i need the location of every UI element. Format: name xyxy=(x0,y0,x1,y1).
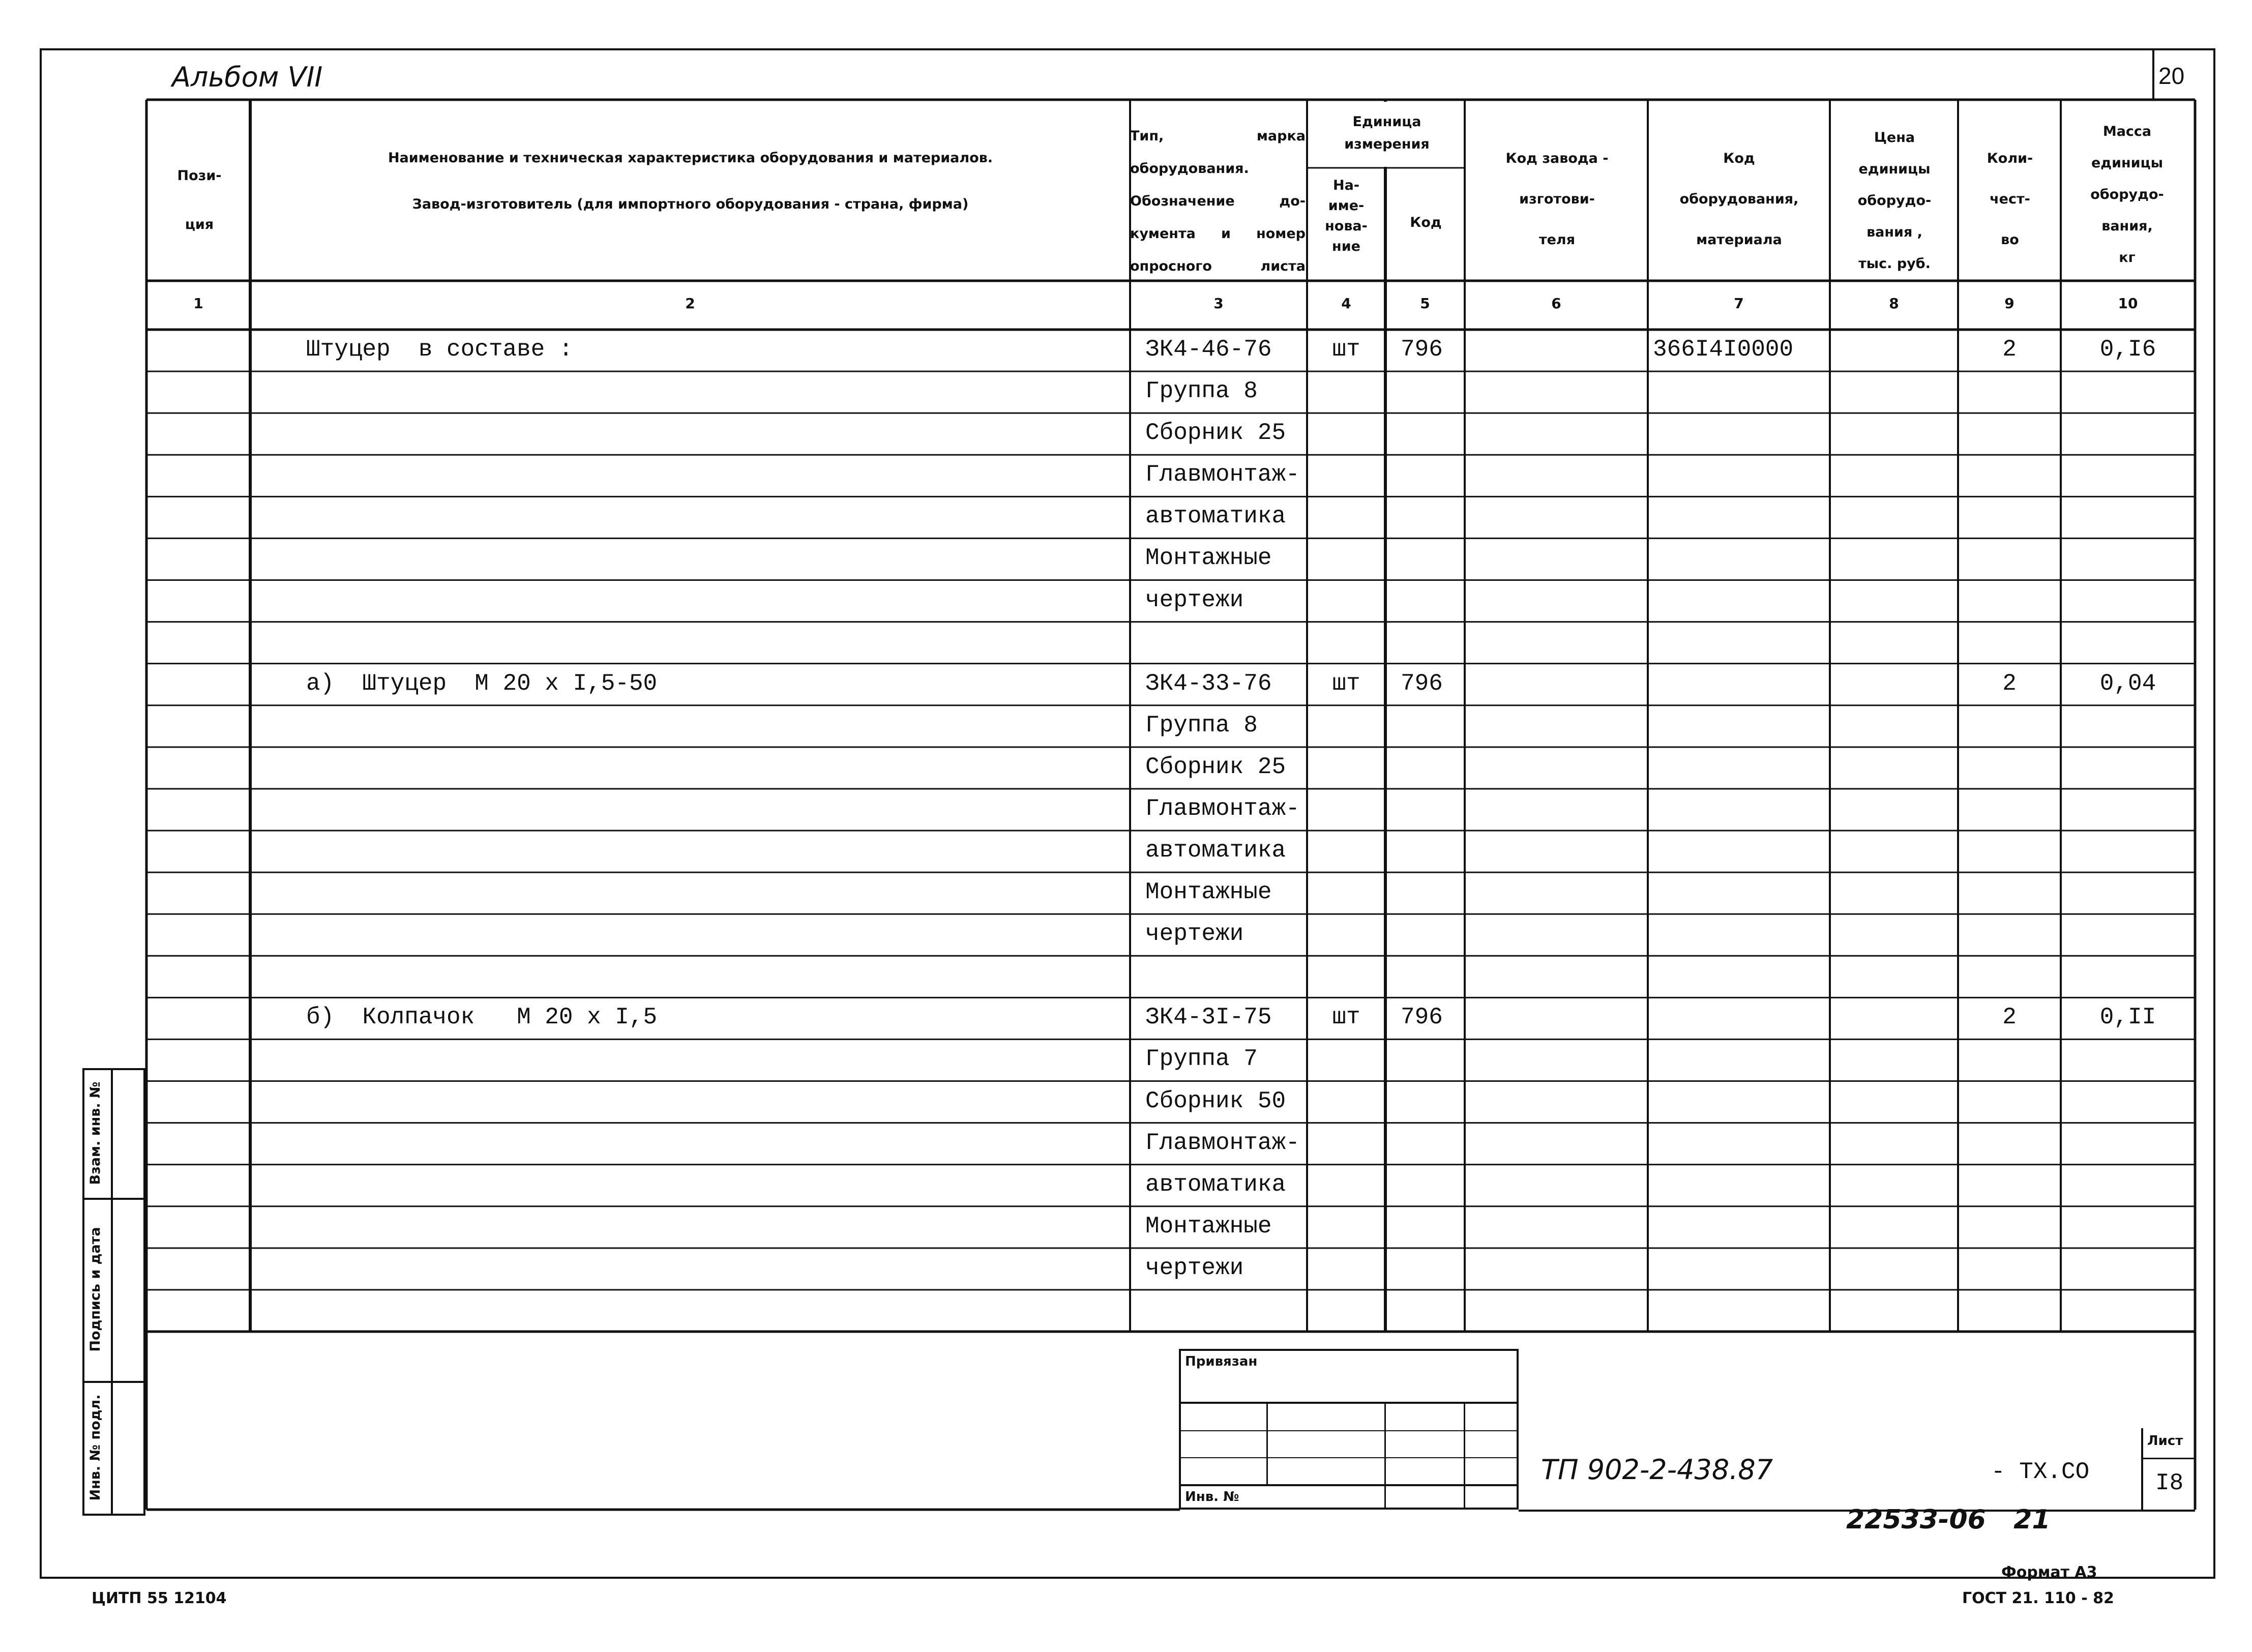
table-cell-c3: ЗК4-33-76 xyxy=(1145,670,1272,697)
table-cell-c10: 0,04 xyxy=(2099,670,2156,697)
page-number: 20 xyxy=(2158,63,2185,89)
header-name-line1: Наименование и техническая характеристика оборудования и материалов. xyxy=(388,150,993,166)
table-cell-c2: Штуцер в составе : xyxy=(306,336,573,363)
table-cell-c3: ЗК4-3I-75 xyxy=(1145,1004,1272,1031)
list-box-divider xyxy=(2141,1458,2195,1459)
stamp-divider-3 xyxy=(1179,1457,1519,1458)
column-number: 2 xyxy=(685,295,695,312)
column-number: 9 xyxy=(2004,295,2014,312)
side-label-inv: Инв. № подл. xyxy=(87,1394,103,1501)
table-cell-c3: Главмонтаж- xyxy=(1145,795,1300,822)
column-number: 4 xyxy=(1341,295,1351,312)
table-cell-c4: шт xyxy=(1332,1004,1360,1031)
table-cell-c7: 366I4I0000 xyxy=(1653,336,1794,363)
header-quantity: Коли- чест- во xyxy=(1987,151,2033,248)
column-number: 7 xyxy=(1734,295,1744,312)
table-cell-c9: 2 xyxy=(2002,1004,2017,1031)
table-cell-c3: чертежи xyxy=(1145,921,1244,948)
table-cell-c3: чертежи xyxy=(1145,586,1244,613)
header-price: Цена единицы оборудо- вания , тыс. руб. xyxy=(1857,130,1932,272)
header-factory-code: Код завода - изготови- теля xyxy=(1505,151,1609,248)
header-unit-code: Код xyxy=(1410,215,1442,230)
format-label: Формат А3 xyxy=(2001,1563,2097,1581)
table-cell-c2: а) Штуцер М 20 х I,5-50 xyxy=(306,670,658,697)
header-equipment-code: Код оборудования, материала xyxy=(1679,151,1799,248)
table-cell-c4: шт xyxy=(1332,670,1360,697)
column-number: 6 xyxy=(1551,295,1561,312)
table-cell-c3: Сборник 25 xyxy=(1145,753,1286,780)
doc-suffix: - ТХ.СО xyxy=(1991,1459,2090,1485)
table-cell-c9: 2 xyxy=(2002,336,2017,363)
table-cell-c3: Монтажные xyxy=(1145,1213,1272,1240)
table-cell-c3: Группа 7 xyxy=(1145,1046,1258,1073)
column-number: 10 xyxy=(2118,295,2138,312)
table-cell-c10: 0,II xyxy=(2099,1004,2156,1031)
stamp-vline-3 xyxy=(1464,1402,1465,1510)
column-number: 5 xyxy=(1420,295,1430,312)
list-label: Лист xyxy=(2147,1433,2183,1449)
table-cell-c3: Монтажные xyxy=(1145,545,1272,572)
table-cell-c3: Группа 8 xyxy=(1145,712,1258,739)
header-name-line2: Завод-изготовитель (для импортного оборудования - страна, фирма) xyxy=(412,196,969,212)
stamp-divider-4 xyxy=(1179,1484,1519,1486)
stamp-vline-2 xyxy=(1384,1402,1386,1510)
gost-label: ГОСТ 21. 110 - 82 xyxy=(1962,1589,2114,1607)
table-cell-c3: Главмонтаж- xyxy=(1145,461,1300,488)
table-cell-c3: ЗК4-46-76 xyxy=(1145,336,1272,363)
table-cell-c4: шт xyxy=(1332,336,1360,363)
stamp-divider-1 xyxy=(1179,1402,1519,1404)
table-cell-c10: 0,I6 xyxy=(2099,336,2156,363)
tsitp-label: ЦИТП 55 12104 xyxy=(92,1589,227,1607)
table-cell-c5: 796 xyxy=(1401,670,1443,697)
table-cell-c3: Главмонтаж- xyxy=(1145,1129,1300,1156)
column-number: 1 xyxy=(193,295,203,312)
table-cell-c3: Сборник 25 xyxy=(1145,420,1286,447)
table-cell-c3: Группа 8 xyxy=(1145,378,1258,405)
header-unit-name: На- име- нова- ние xyxy=(1325,178,1368,254)
album-label: Альбом VII xyxy=(172,61,323,93)
stamp-divider-2 xyxy=(1179,1430,1519,1431)
header-position: Пози- ция xyxy=(177,168,222,232)
table-cell-c5: 796 xyxy=(1401,1004,1443,1031)
stamp-vline-1 xyxy=(1266,1402,1268,1484)
archive-number: 22533-06 21 xyxy=(1846,1504,2051,1535)
list-value: I8 xyxy=(2155,1470,2184,1496)
column-number: 8 xyxy=(1889,295,1899,312)
column-number: 3 xyxy=(1213,295,1224,312)
table-cell-c3: автоматика xyxy=(1145,837,1286,864)
header-mass: Масса единицы оборудо- вания, кг xyxy=(2090,124,2164,266)
table-cell-c3: автоматика xyxy=(1145,1171,1286,1198)
header-unit: Единица измерения xyxy=(1344,114,1430,152)
inv-no-label: Инв. № xyxy=(1185,1489,1239,1504)
side-label-podpis: Подпись и дата xyxy=(87,1227,103,1352)
table-cell-c3: Сборник 50 xyxy=(1145,1087,1286,1114)
table-cell-c3: Монтажные xyxy=(1145,879,1272,906)
side-label-vzam: Взам. инв. № xyxy=(87,1081,103,1185)
table-cell-c5: 796 xyxy=(1401,336,1443,363)
header-type: Тип, марка оборудования. Обозначение до- кумента и номер опросного листа xyxy=(1130,128,1306,274)
table-cell-c3: автоматика xyxy=(1145,503,1286,530)
table-cell-c2: б) Колпачок М 20 х I,5 xyxy=(306,1004,658,1031)
privyazan-label: Привязан xyxy=(1185,1354,1258,1369)
doc-code: ТП 902-2-438.87 xyxy=(1541,1454,1773,1486)
table-cell-c3: чертежи xyxy=(1145,1254,1244,1281)
table-cell-c9: 2 xyxy=(2002,670,2017,697)
